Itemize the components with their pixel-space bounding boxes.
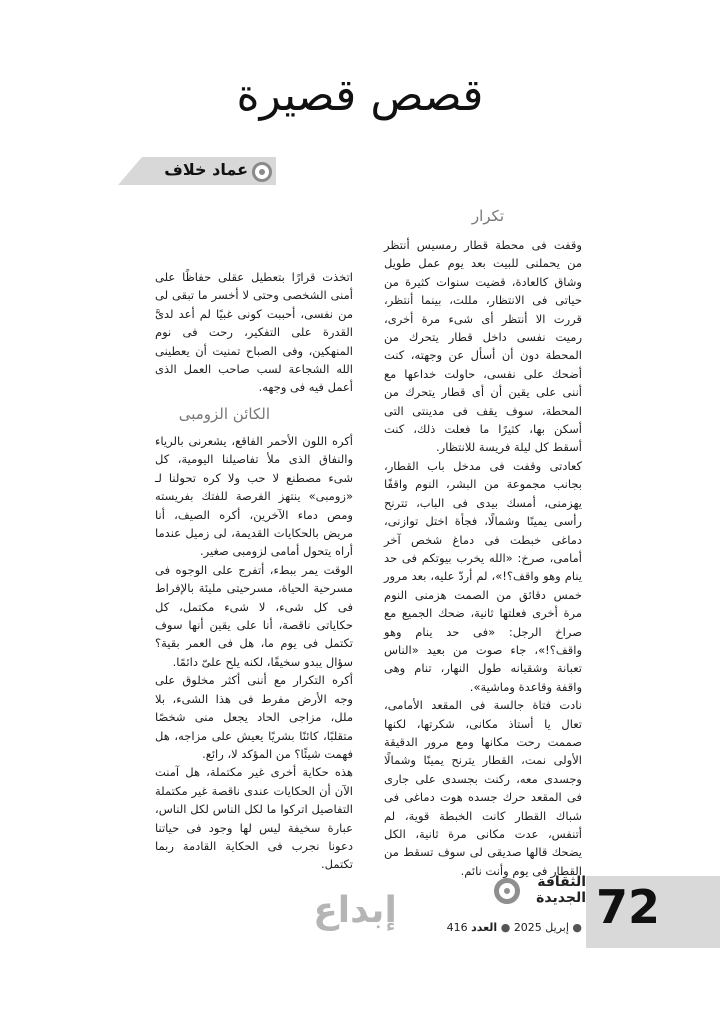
story1-paragraph: نادت فتاة جالسة فى المقعد الأمامى، تعال يا أستاذ مكانى، شكرتها، لكنها صممت رحت مكانها ومع مرور الدقيقة الأولى نمت، القطار يترنح يمينًا وشمالًا وجسدى معه، ركنت بجسدى على جارى فى المقعد حرك جسده هوت دماغى فى شباك القطار كانت الخبطة قوية، لم أتنفس، عدت مكانى مرة ثانية، الكل يضحك قالها صديقى لى سوف تسقط من القطار فى يوم وأنت نائم. [384, 698, 582, 878]
author-name: عماد خلاف [164, 160, 248, 179]
story2-paragraph: الوقت يمر ببطء، أتفرج على الوجوه فى مسرحية الحياة، مسرحيتى مليئة بالإفراط فى كل شىء، لا شىء مكتمل، كل حكاياتى ناقصة، أنا على يقين أنها سوف تكتمل فى يوم ما، هل فى العمر بقية؟ سؤال يبدو سخيفًا، لكنه يلح علىّ دائمًا. [155, 562, 353, 669]
story-column-left-bottom [155, 432, 353, 874]
story1-ending-paragraph: اتخذت قرارًا بتعطيل عقلى حفاظًا على أمنى الشخصى وحتى لا أخسر ما تبقى لى من نفسى، أحببت كونى غبيًا لم أعد لدىَّ القدرة على التفكير، رحت فى نوم المنهكين، وفى الصباح تمنيت أن يعطينى الله الشجاعة لسب صاحب العمل الذى أعمل فيه فى وجهه. [155, 270, 353, 395]
story-column-right [384, 236, 582, 880]
issue-number: 416 [446, 921, 468, 934]
story-column-left-top [155, 268, 353, 397]
story2-paragraph: أكره التكرار مع أننى أكثر مخلوق على وجه الأرض مفرط فى هذا الشىء، بلا ملل، مزاجى الحاد يجعل منى شخصًا متقلبًا، كائنًا بشريًا يعيش على مزاجه، هل فهمت شيئًا؟ من المؤكد لا، رائع. [155, 673, 353, 761]
bullet-icon: ● [572, 921, 582, 934]
page-number: 72 [596, 880, 661, 934]
story-title-zombie: الكائن الزومبى [178, 405, 270, 423]
issue-label: العدد [471, 921, 498, 934]
bullet-icon: ● [500, 921, 511, 934]
story2-paragraph: أكره اللون الأحمر الفاقع، يشعرنى بالرياء والنفاق الذى ملأ تفاصيلنا اليومية، كل شىء مصطنع لا حب ولا كره تحولنا لـ «زومبى» ينتهز الفرصة للفتك بفريسته ومص دماء الآخرين، أكره الصيف، أنا مريض بالحكايات القديمة، لى زميل عندما أراه يتحول أمامى لزومبى صغير. [155, 434, 353, 559]
story-title-takrar: تكرار [471, 207, 504, 225]
magazine-name-line1: الثقافة [537, 874, 586, 890]
story1-paragraph: وقفت فى محطة قطار رمسيس أنتظر من يحملنى للبيت بعد يوم عمل طويل وشاق كالعادة، قضيت سنوات كثيرة من حياتى فى الانتظار، مللت، بينما أنتظر، قررت الا أنتظر أى شىء مرة أخرى، رميت نفسى داخل قطار يتحرك من المحطة دون أن أسأل عن وجهته، كنت أضحك على نفسى، حاولت خداعها مع أننى على يقين أن أى قطار يتحرك من المحطة، سوف يقف فى مدينتى التى أسكن بها، كثيرًا ما فعلت ذلك، كنت أسقط كل ليلة فريسة للانتظار. [384, 238, 582, 455]
story1-paragraph: كعادتى وقفت فى مدخل باب القطار، بجانب مجموعة من البشر، النوم واقفًا يهزمنى، أمسك بيدى فى الباب، تترنح رأسى يمينًا وشمالًا، فجأة اختل توازنى، دماغى خبطت فى دماغ شخص آخر أمامى، صرخ: «الله يخرب بيوتكم فى حد ينام وهو واقف؟!»، لم أردّ عليه، بعد مرور خمس دقائق من الصمت هزمنى النوم مرة أخرى فعلتها ثانية، ضحك الجميع مع صراخ الرجل: «فى حد ينام وهو واقف؟!»، جاء صوت من بعيد «الناس تعبانة وشقيانه طول النهار، تنام وهى واقفة وقاعدة وماشية». [384, 458, 582, 694]
magazine-name [524, 874, 586, 906]
page-title: قصص قصيرة [236, 70, 484, 121]
story2-paragraph: هذه حكاية أخرى غير مكتملة، هل آمنت الآن أن الحكايات عندى ناقصة غير مكتملة التفاصيل اتركوا ما لكل الناس لكل الناس، عبارة سخيفة ليس لها وجود فى حياتنا دعونا نجرب فى الحكاية القادمة ربما تكتمل. [155, 765, 353, 872]
magazine-name-line2: الجديدة [536, 890, 586, 906]
section-label: إبداع [313, 890, 397, 931]
magazine-logo-icon [252, 162, 272, 182]
magazine-logo-icon [494, 878, 520, 904]
issue-date: إبريل 2025 [513, 921, 569, 934]
issue-info [432, 921, 582, 934]
